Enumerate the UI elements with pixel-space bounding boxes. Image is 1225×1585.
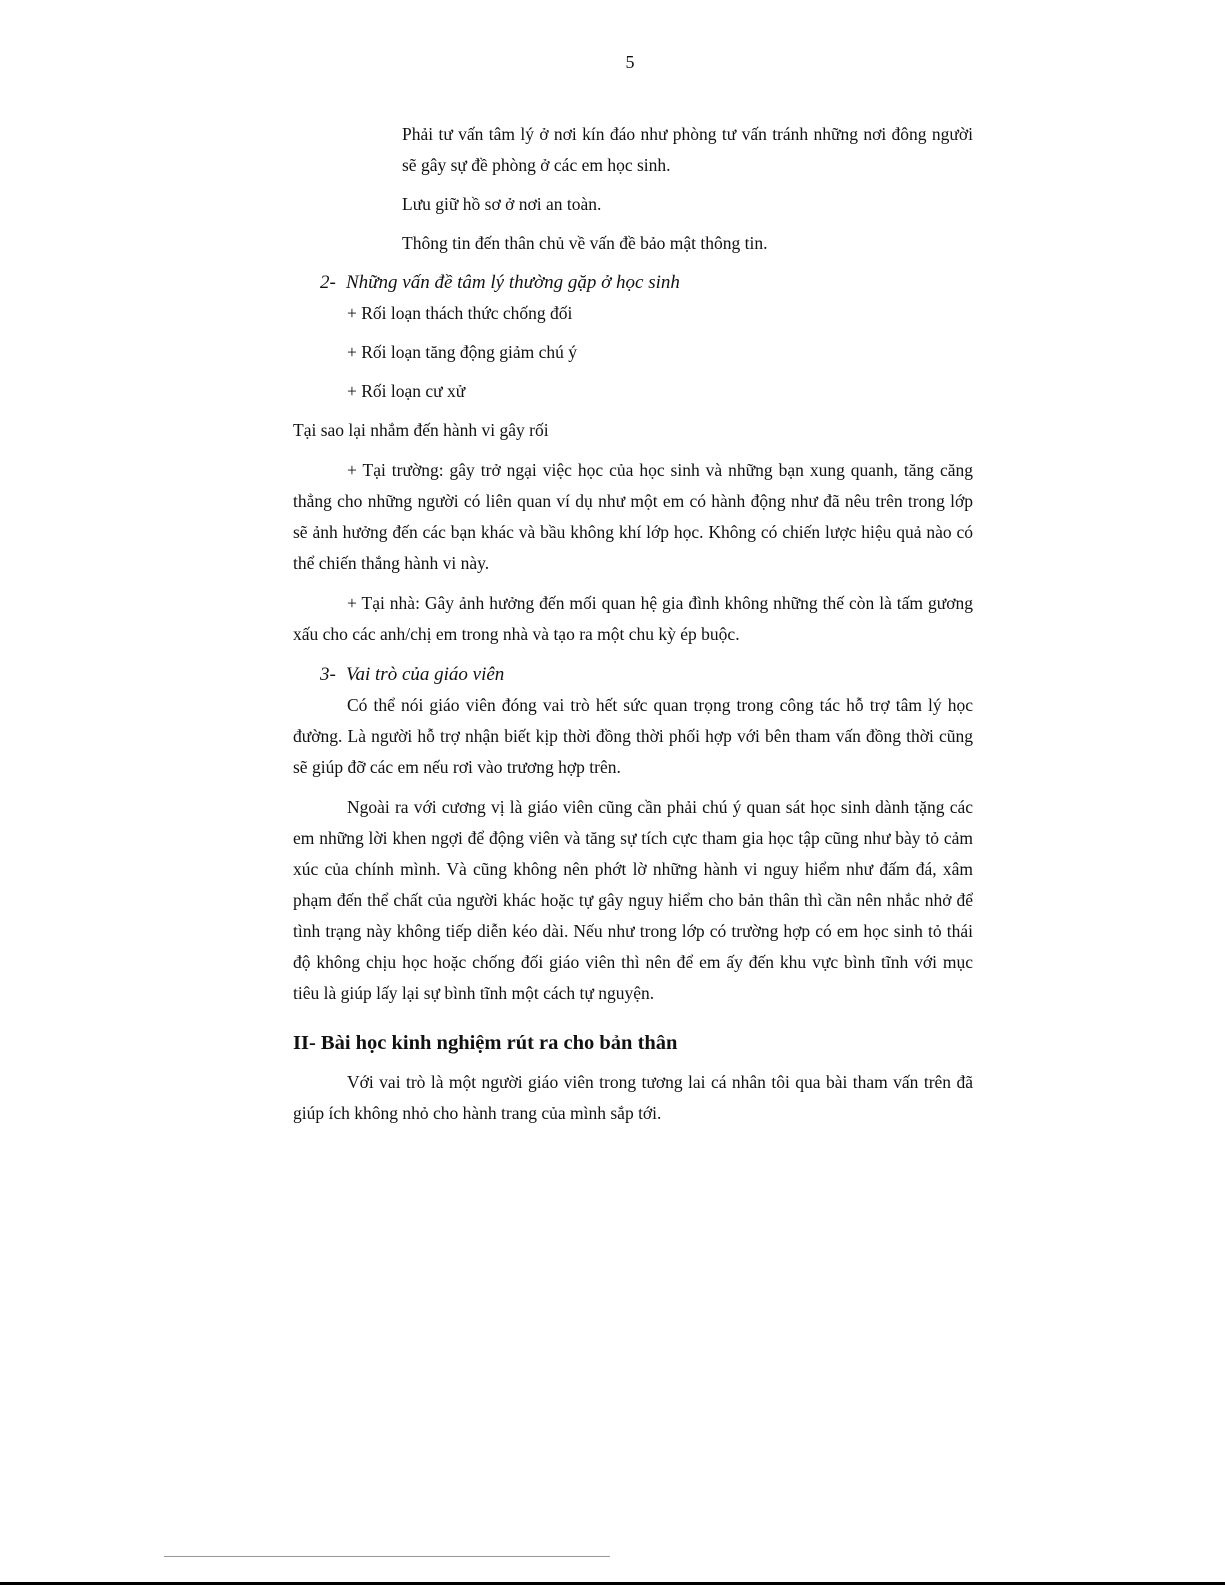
section-3-number: 3- xyxy=(320,664,336,685)
bullet-item: + Rối loạn cư xử xyxy=(347,381,466,401)
paragraph: Với vai trò là một người giáo viên trong tương lai cá nhân tôi qua bài tham vấn trên đã giúp ích không nhỏ cho hành trang của mình sắp tới. xyxy=(293,1072,973,1123)
paragraph: Có thể nói giáo viên đóng vai trò hết sức quan trọng trong công tác hỗ trợ tâm lý học đường. Là người hỗ trợ nhận biết kịp thời đồng thời phối hợp với bên tham vấn đồng thời cũng sẽ giúp đỡ các em nếu rơi vào trương hợp trên. xyxy=(293,695,973,777)
page-number: 5 xyxy=(625,52,635,72)
section-2-number: 2- xyxy=(320,272,336,293)
indented-paragraph-group xyxy=(402,119,973,259)
bullet-item: + Rối loạn thách thức chống đối xyxy=(347,303,573,323)
paragraph: + Tại trường: gây trở ngại việc học của học sinh và những bạn xung quanh, tăng căng thẳng cho những người có liên quan ví dụ như một em có hành động như đã nêu trên trong lớp sẽ ảnh hưởng đến các bạn khác và bầu không khí lớp học. Không có chiến lược hiệu quả nào có thể chiến thắng hành vi này. xyxy=(293,460,973,573)
footnote-separator xyxy=(164,1556,610,1557)
paragraph: Phải tư vấn tâm lý ở nơi kín đáo như phòng tư vấn tránh những nơi đông người sẽ gây sự đề phòng ở các em học sinh. xyxy=(402,124,973,175)
section-ii-heading: II- Bài học kinh nghiệm rút ra cho bản thân xyxy=(293,1032,678,1054)
paragraph: + Tại nhà: Gây ảnh hưởng đến mối quan hệ gia đình không những thế còn là tấm gương xấu cho các anh/chị em trong nhà và tạo ra một chu kỳ ép buộc. xyxy=(293,593,973,644)
section-2-title: Những vấn đề tâm lý thường gặp ở học sinh xyxy=(346,272,680,293)
paragraph: Ngoài ra với cương vị là giáo viên cũng cần phải chú ý quan sát học sinh dành tặng các em những lời khen ngợi để động viên và tăng sự tích cực tham gia học tập cũng như bày tỏ cảm xúc của chính mình. Và cũng không nên phớt lờ những hành vi nguy hiểm như đấm đá, xâm phạm đến thể chất của người khác hoặc tự gây nguy hiểm cho bản thân thì cần nên nhắc nhở để tình trạng này không tiếp diễn kéo dài. Nếu như trong lớp có trường hợp có em học sinh tỏ thái độ không chịu học hoặc chống đối giáo viên thì nên để em ấy đến khu vực bình tĩnh với mục tiêu là giúp lấy lại sự bình tĩnh một cách tự nguyện. xyxy=(293,797,973,1003)
section-3-title: Vai trò của giáo viên xyxy=(346,664,505,685)
section-3-heading xyxy=(320,659,973,690)
question-line: Tại sao lại nhắm đến hành vi gây rối xyxy=(293,420,549,440)
document-body xyxy=(293,119,973,1138)
paragraph: Lưu giữ hồ sơ ở nơi an toàn. xyxy=(402,194,602,214)
bullet-list xyxy=(347,298,973,407)
paragraph: Thông tin đến thân chủ về vấn đề bảo mật thông tin. xyxy=(402,233,768,253)
section-2-heading xyxy=(320,267,973,298)
bullet-item: + Rối loạn tăng động giảm chú ý xyxy=(347,342,578,362)
